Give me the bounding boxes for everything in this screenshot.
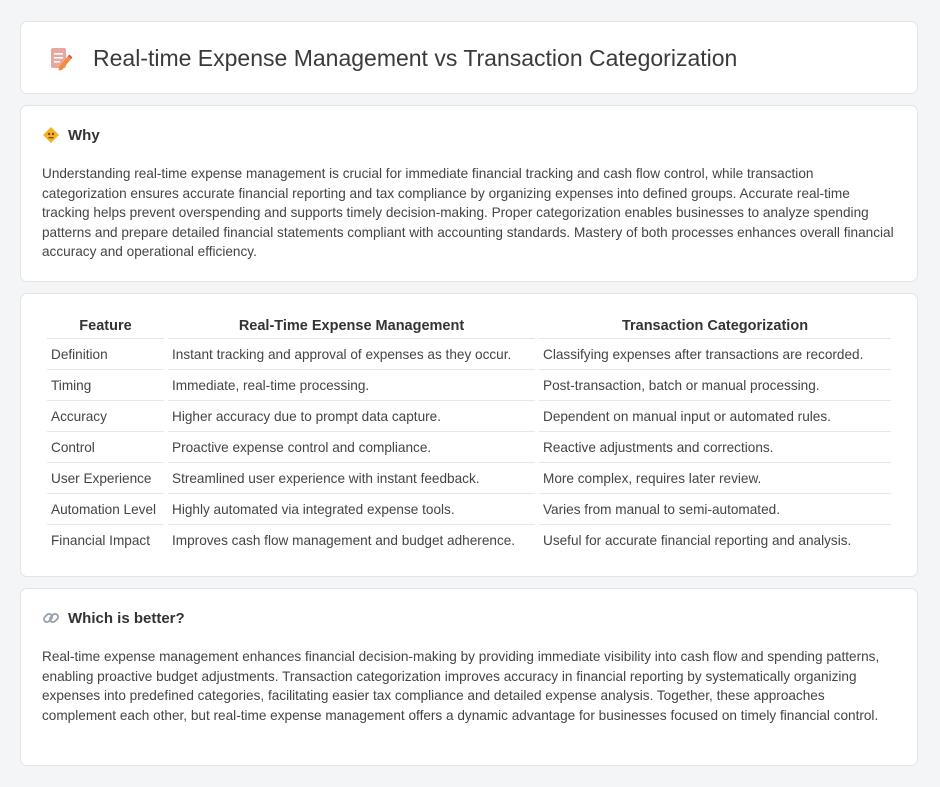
link-icon (42, 609, 60, 627)
table-row (47, 339, 891, 370)
column-header-feature: Feature (47, 314, 164, 339)
real-time-cell: Highly automated via integrated expense tools. (168, 494, 535, 525)
table-row (47, 463, 891, 494)
document-edit-icon (47, 46, 73, 72)
categorization-cell: Classifying expenses after transactions are recorded. (539, 339, 891, 370)
page-title: Real-time Expense Management vs Transaction Categorization (93, 45, 738, 71)
column-header-real-time: Real-Time Expense Management (168, 314, 535, 339)
table-header-row (47, 314, 891, 339)
real-time-cell: Immediate, real-time processing. (168, 370, 535, 401)
categorization-cell: Varies from manual to semi-automated. (539, 494, 891, 525)
feature-cell: Accuracy (47, 401, 164, 432)
why-body: Understanding real-time expense management is crucial for immediate financial tracking and cash flow control, while transaction categorization ensures accurate financial reporting and tax compliance by organizing expenses into defined groups. Accurate real-time tracking helps prevent overspending and supports timely decision-making. Proper categorization enables businesses to analyze spending patterns and prepare detailed financial statements compliant with accounting standards. Mastery of both processes enhances overall financial accuracy and operational efficiency. (42, 166, 894, 260)
real-time-cell: Streamlined user experience with instant feedback. (168, 463, 535, 494)
table-row (47, 494, 891, 525)
table-row (47, 525, 891, 555)
which-is-better-body: Real-time expense management enhances financial decision-making by providing immediate visibility into cash flow and spending patterns, enabling proactive budget adjustments. Transaction categorization improves accuracy in financial reporting by systematically organizing expenses into predefined categories, facilitating easier tax compliance and detailed expense analysis. Together, these approaches complement each other, but real-time expense management offers a dynamic advantage for businesses focused on timely financial control. (42, 649, 880, 723)
real-time-cell: Proactive expense control and compliance. (168, 432, 535, 463)
categorization-cell: Useful for accurate financial reporting and analysis. (543, 532, 852, 548)
feature-cell: Definition (47, 339, 164, 370)
feature-cell: Control (47, 432, 164, 463)
comparison-table-card (20, 293, 918, 577)
real-time-cell: Instant tracking and approval of expenses as they occur. (168, 339, 535, 370)
which-is-better-section (20, 588, 918, 766)
why-section (20, 105, 918, 282)
diamond-warning-icon (42, 126, 60, 144)
title-card (20, 21, 918, 94)
table-row (47, 370, 891, 401)
feature-cell: Timing (47, 370, 164, 401)
table-row (47, 401, 891, 432)
column-header-categorization: Transaction Categorization (539, 314, 891, 339)
feature-cell: User Experience (47, 463, 164, 494)
feature-cell: Automation Level (47, 494, 164, 525)
categorization-cell: Post-transaction, batch or manual processing. (539, 370, 891, 401)
why-title: Why (68, 126, 100, 144)
categorization-cell: Dependent on manual input or automated rules. (539, 401, 891, 432)
categorization-cell: Reactive adjustments and corrections. (539, 432, 891, 463)
which-is-better-title: Which is better? (68, 609, 185, 627)
table-row (47, 432, 891, 463)
real-time-cell: Improves cash flow management and budget adherence. (172, 532, 516, 548)
categorization-cell: More complex, requires later review. (539, 463, 891, 494)
feature-cell: Financial Impact (51, 532, 150, 548)
comparison-table (43, 314, 895, 555)
real-time-cell: Higher accuracy due to prompt data capture. (168, 401, 535, 432)
